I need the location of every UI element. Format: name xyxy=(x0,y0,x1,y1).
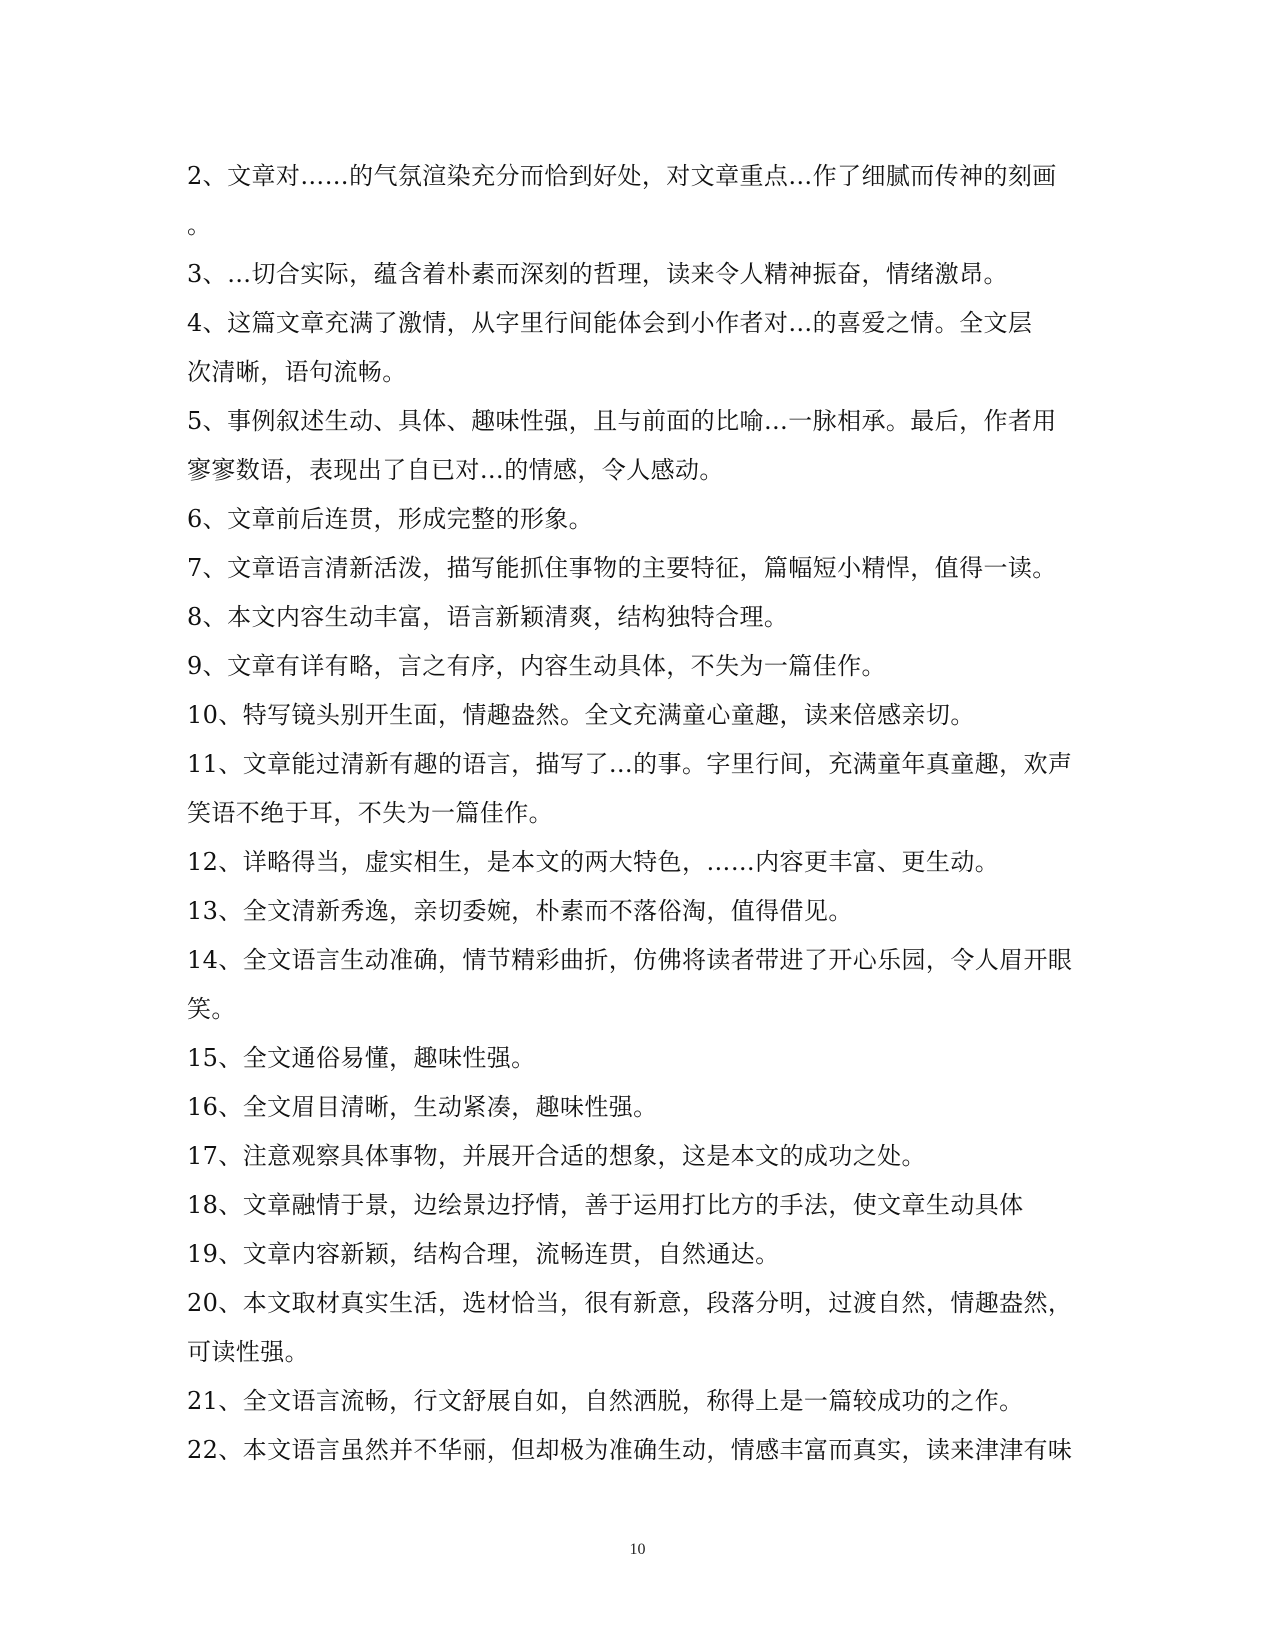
text-line: 17、注意观察具体事物，并展开合适的想象，这是本文的成功之处。 xyxy=(187,1142,926,1170)
text-line: 9、文章有详有略，言之有序，内容生动具体，不失为一篇佳作。 xyxy=(187,652,886,680)
text-line: 。 xyxy=(187,211,212,239)
text-line: 21、全文语言流畅，行文舒展自如，自然洒脱，称得上是一篇较成功的之作。 xyxy=(187,1387,1024,1415)
text-line: 3、…切合实际，蕴含着朴素而深刻的哲理，读来令人精神振奋，情绪激昂。 xyxy=(187,260,1008,288)
text-line: 13、全文清新秀逸，亲切委婉，朴素而不落俗淘，值得借见。 xyxy=(187,897,853,925)
text-line: 16、全文眉目清晰，生动紧凑，趣味性强。 xyxy=(187,1093,658,1121)
text-line: 4、这篇文章充满了激情，从字里行间能体会到小作者对…的喜爱之情。全文层 xyxy=(187,309,1033,337)
text-line: 15、全文通俗易懂，趣味性强。 xyxy=(187,1044,536,1072)
text-line: 6、文章前后连贯，形成完整的形象。 xyxy=(187,505,594,533)
text-line: 18、文章融情于景，边绘景边抒情，善于运用打比方的手法，使文章生动具体 xyxy=(187,1191,1024,1219)
text-line: 14、全文语言生动准确，情节精彩曲折，仿佛将读者带进了开心乐园，令人眉开眼 xyxy=(187,946,1073,974)
text-line: 12、详略得当，虚实相生，是本文的两大特色，……内容更丰富、更生动。 xyxy=(187,848,1000,876)
text-line: 5、事例叙述生动、具体、趣味性强，且与前面的比喻…一脉相承。最后，作者用 xyxy=(187,407,1057,435)
text-line: 8、本文内容生动丰富，语言新颖清爽，结构独特合理。 xyxy=(187,603,789,631)
text-line: 10、特写镜头别开生面，情趣盎然。全文充满童心童趣，读来倍感亲切。 xyxy=(187,701,975,729)
text-line: 笑。 xyxy=(187,995,236,1023)
text-line: 22、本文语言虽然并不华丽，但却极为准确生动，情感丰富而真实，读来津津有味 xyxy=(187,1436,1073,1464)
text-line: 可读性强。 xyxy=(187,1338,309,1366)
page-number: 10 xyxy=(629,1541,646,1558)
text-line: 次清晰，语句流畅。 xyxy=(187,358,407,386)
text-line: 11、文章能过清新有趣的语言，描写了…的事。字里行间，充满童年真童趣，欢声 xyxy=(187,750,1073,778)
text-line: 19、文章内容新颖，结构合理，流畅连贯，自然通达。 xyxy=(187,1240,780,1268)
document-body xyxy=(187,152,1087,1475)
text-line: 寥寥数语，表现出了自已对…的情感，令人感动。 xyxy=(187,456,724,484)
text-line: 笑语不绝于耳，不失为一篇佳作。 xyxy=(187,799,553,827)
text-line: 7、文章语言清新活泼，描写能抓住事物的主要特征，篇幅短小精悍，值得一读。 xyxy=(187,554,1057,582)
text-line: 20、本文取材真实生活，选材恰当，很有新意，段落分明，过渡自然，情趣盎然， xyxy=(187,1289,1073,1317)
text-line: 2、文章对……的气氛渲染充分而恰到好处，对文章重点…作了细腻而传神的刻画 xyxy=(187,162,1057,190)
